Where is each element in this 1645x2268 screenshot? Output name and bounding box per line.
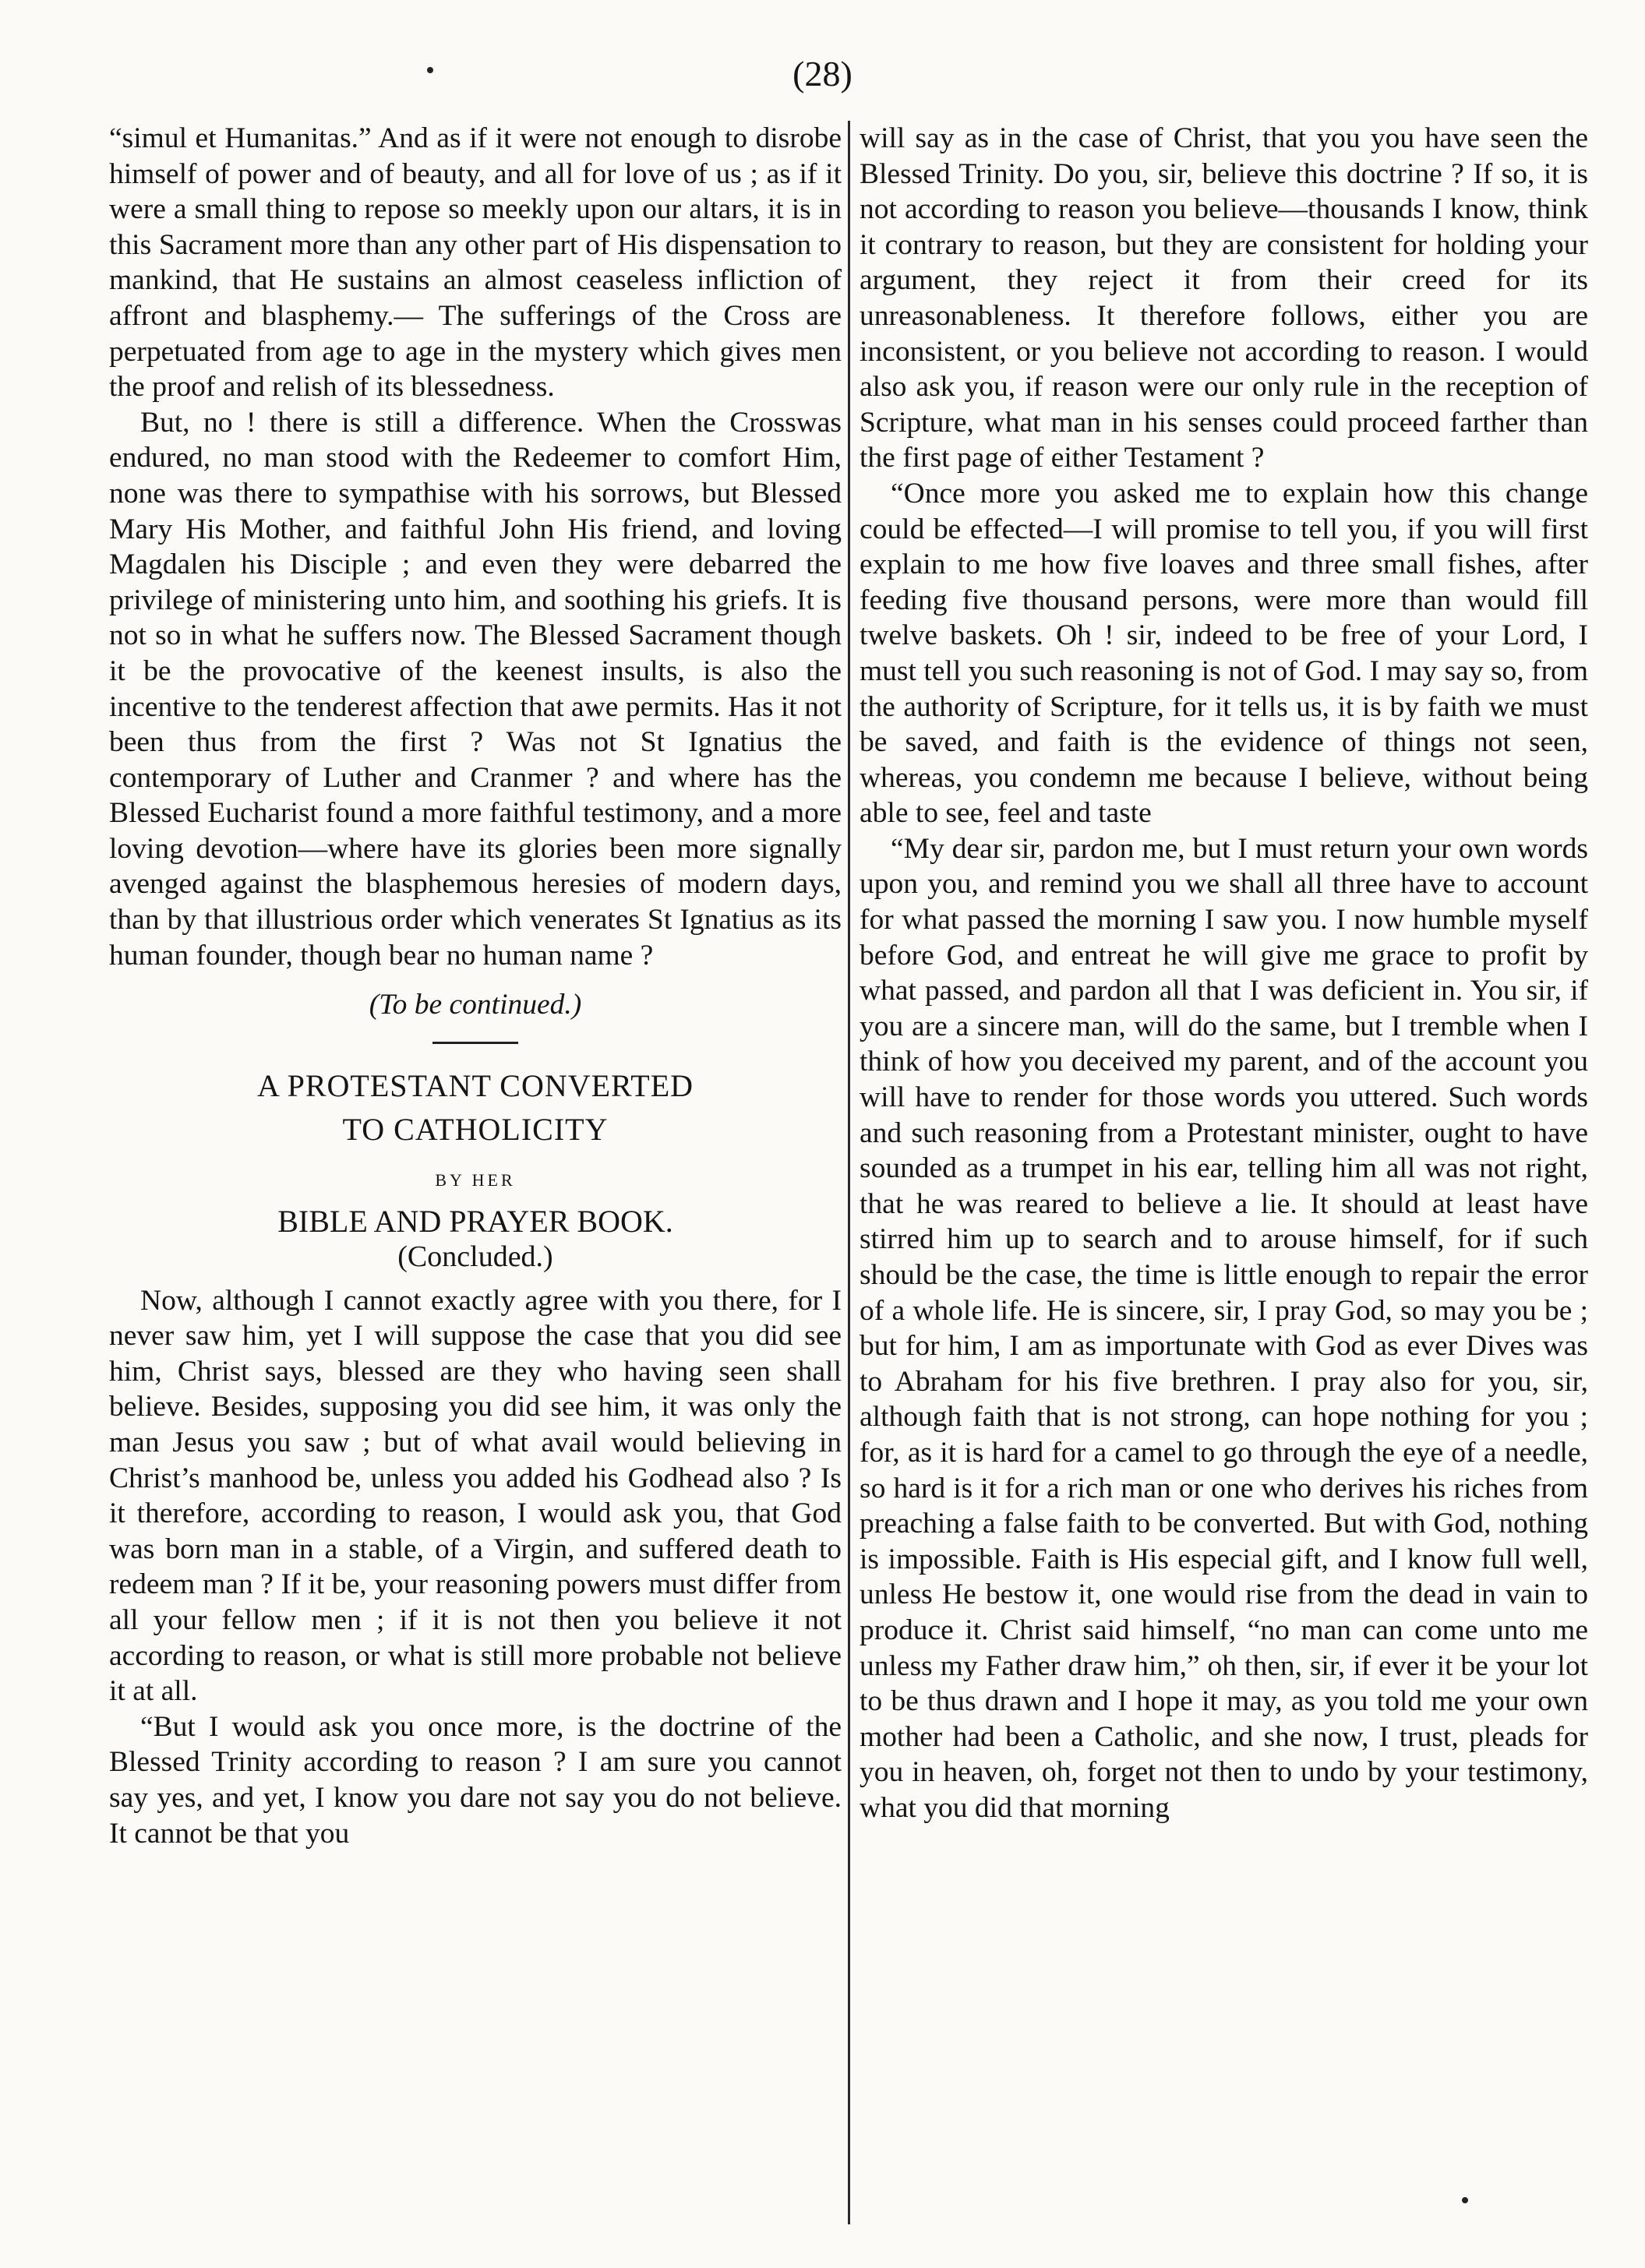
left-paragraph-2: But, no ! there is still a difference. When the Crosswas endured, no man stood with the Redeemer to comfort Him, none was there to sympathise with his sorrows, but Blessed Mary His Mother, and faithful John His friend, and loving Magdalen his Disciple ; and even they were debarred the privilege of ministering unto him, and soothing his griefs. It is not so in what he suffers now. The Blessed Sacrament though it be the provocative of the keenest insults, is also the incentive to the tenderest affection that awe permits. Has it not been thus from the first ? Was not St Ignatius the contemporary of Luther and Cranmer ? and where has the Blessed Eucharist found a more faithful testimony, and a more loving devotion—where have its glories been more signally avenged against the blasphemous heresies of modern days, than by that illustrious order which venerates St Ignatius as its human founder, though bear no human name ? (109, 406, 842, 972)
to-be-continued: (To be continued.) (369, 989, 582, 1021)
right-paragraph-2: “Once more you asked me to explain how this change could be effected—I will promise to tell you, if you will first explain to me how five loaves and three small fishes, after feeding five thousand persons, were more than would fill twelve baskets. Oh ! sir, indeed to be free of your Lord, I must tell you such reasoning is not of God. I may say so, from the authority of Scripture, for it tells us, it is by faith we must be saved, and faith is the evidence of things not seen, whereas, you condemn me because I believe, without being able to see, feel and taste (860, 477, 1588, 830)
article-title-line-1: A PROTESTANT CONVERTED (256, 1067, 694, 1103)
article-title-line-2: TO CATHOLICITY (342, 1111, 609, 1147)
right-paragraph-3: “My dear sir, pardon me, but I must return your own words upon you, and remind you we shall all three have to account for what passed the morning I saw you. I now humble myself before God, and entreat he will give me grace to profit by what passed, and pardon all that I was deficient in. You sir, if you are a sincere man, will do the same, but I tremble when I think of how you deceived my parent, and of the account you will have to render for those words you uttered. Such words and such reasoning from a Protestant minister, ought to have sounded as a trumpet in his ear, telling him all was not right, that he was reared to believe a lie. It should at least have stirred him up to search and to arouse himself, for if such should be the case, the time is little enough to repair the error of a whole life. He is sincere, sir, I pray God, so may you be ; but for him, I am as importunate with God as ever Dives was to Abraham for his five brethren. I pray also for you, sir, although faith that is not strong, can hope nothing for you ; for, as it is hard for a camel to go through the eye of a needle, so hard is it for a rich man or one who derives his riches from preaching a false faith to be converted. But with God, nothing is impossible. Faith is His especial gift, and I know full well, unless He bestow it, one would rise from the dead in vain to produce it. Christ said himself, “no man can come unto me unless my Father draw him,” oh then, sir, if ever it be your lot to be thus drawn and I hope it may, as you told me your own mother had been a Catholic, and she now, I trust, pleads for you in heaven, oh, forget not then to undo by your testimony, what you did that morning (860, 832, 1588, 1824)
left-paragraph-3: Now, although I cannot exactly agree with you there, for I never saw him, yet I will suppose the case that you did see him, Christ says, blessed are they who having seen shall believe. Besides, supposing you did see him, it was only the man Jesus you saw ; but of what avail would believing in Christ’s manhood be, unless you added his Godhead also ? Is it therefore, according to reason, I would ask you, that God was born man in a stable, of a Virgin, and suffered death to redeem man ? If it be, your reasoning powers must differ from all your fellow men ; if it is not then you believe it not according to reason, or what is still more probable not believe it at all. (109, 1284, 842, 1708)
column-rule (848, 121, 850, 2224)
article-status: (Concluded.) (397, 1240, 553, 1274)
article-byline: BY HER (435, 1169, 516, 1190)
article-subtitle: BIBLE AND PRAYER BOOK. (277, 1204, 673, 1240)
left-paragraph-1: “simul et Humanitas.” And as if it were not enough to disrobe himself of power and of beauty, and all for love of us ; as if it were a small thing to repose so meekly upon our altars, it is in this Sacrament more than any other part of His dispensation to mankind, that He sustains an almost ceaseless infliction of affront and blasphemy.— The sufferings of the Cross are perpetuated from age to age in the mystery which gives men the proof and relish of its blessedness. (109, 122, 842, 404)
section-divider (432, 1042, 518, 1044)
page-number: (28) (792, 54, 853, 93)
right-column (860, 121, 1588, 2224)
right-paragraph-1: will say as in the case of Christ, that you you have seen the Blessed Trinity. Do you, sir, believe this doctrine ? If so, it is not according to reason you believe—thousands I know, think it contrary to reason, but they are consistent for holding your argument, they reject it from their creed for its unreasonableness. It therefore follows, either you are inconsistent, or you believe not according to reason. I would also ask you, if reason were our only rule in the reception of Scripture, what man in his senses could proceed farther than the first page of either Testament ? (860, 122, 1588, 474)
ink-speck (427, 67, 433, 73)
left-paragraph-4: “But I would ask you once more, is the doctrine of the Blessed Trinity according to reason ? I am sure you cannot say yes, and yet, I know you dare not say you do not believe. It cannot be that you (109, 1710, 842, 1850)
left-column (109, 121, 842, 2224)
